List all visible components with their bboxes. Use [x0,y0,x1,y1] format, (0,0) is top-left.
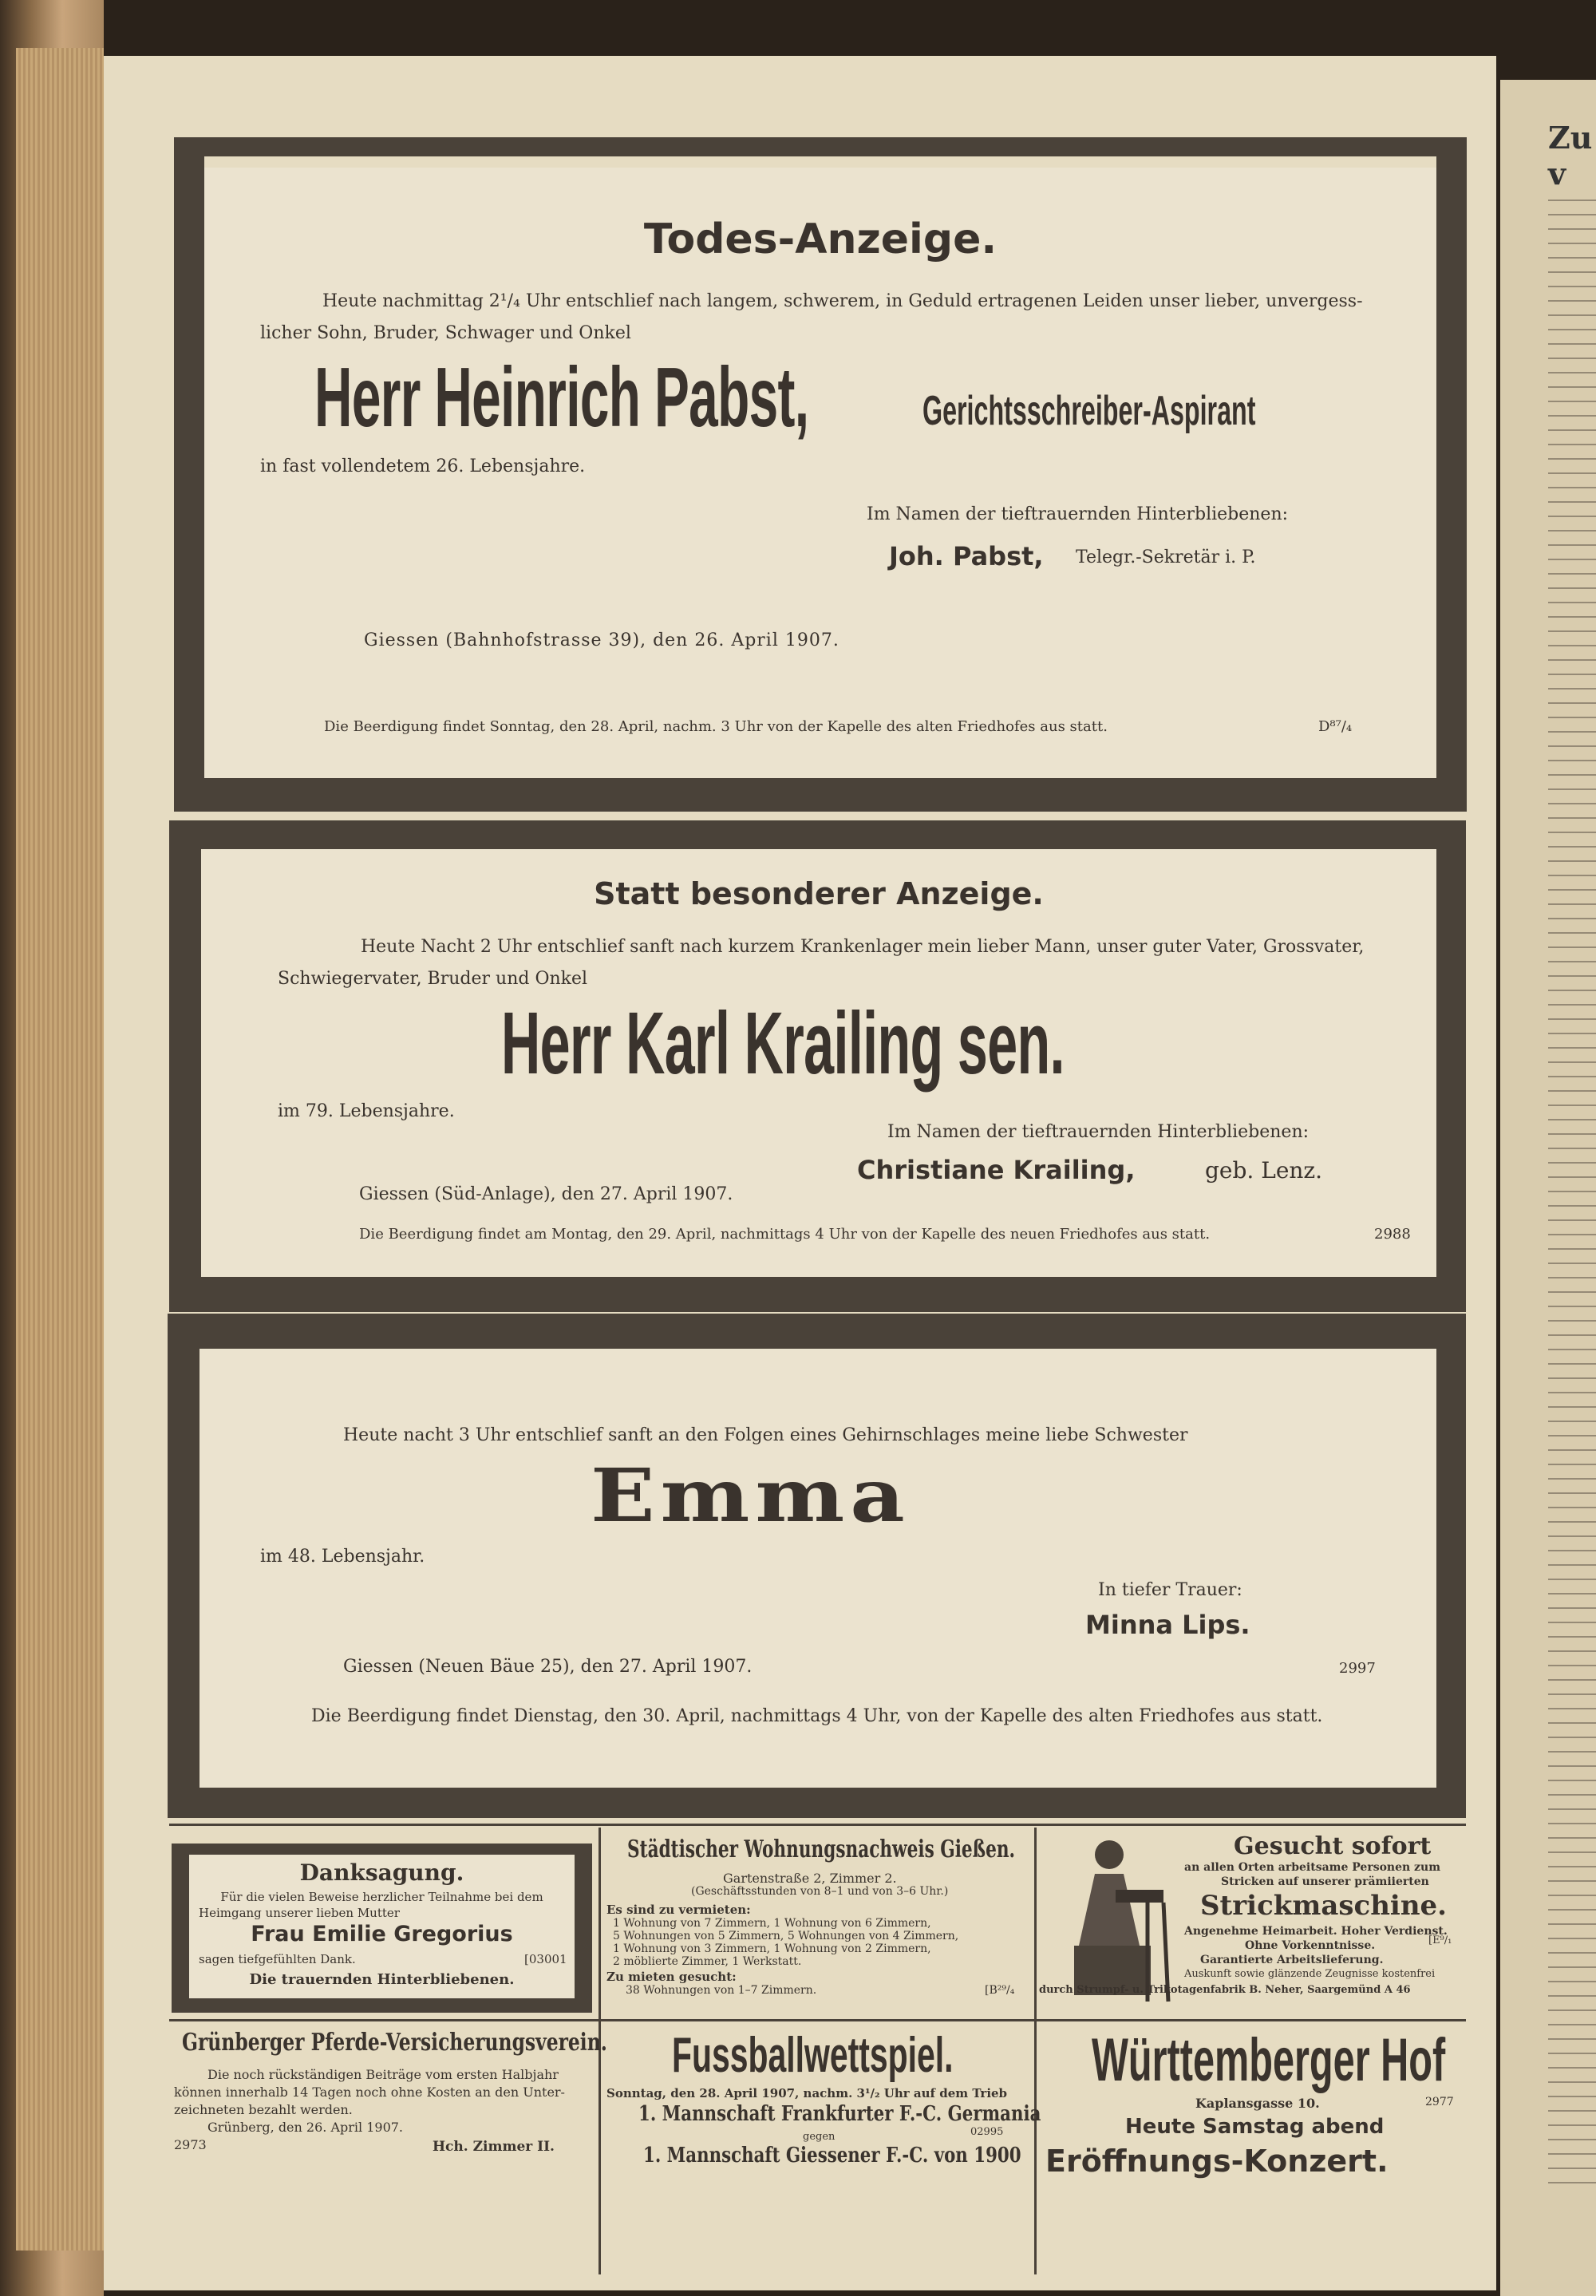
gruenberger-signer: Hch. Zimmer II. [433,2139,555,2155]
fussball-team1: 1. Mannschaft Frankfurter F.-C. Germania [638,2102,1041,2126]
notice1-funeral: Die Beerdigung findet Sonntag, den 28. April, nachm. 3 Uhr von der Kapelle des alten Friedhofes aus statt. [324,718,1108,735]
notice3-place-date: Giessen (Neuen Bäue 25), den 27. April 1907. [343,1657,753,1677]
hof-address: Kaplansgasse 10. [1195,2096,1320,2111]
notice1-name: Herr Heinrich Pabst, [314,350,809,445]
wohnung-heading: Es sind zu vermieten: [606,1903,751,1917]
notice3-funeral: Die Beerdigung findet Dienstag, den 30. April, nachmittags 4 Uhr, von der Kapelle des alten Friedhofes aus statt. [311,1706,1323,1726]
notice2-mourners-intro: Im Namen der tieftrauernden Hinterbliebenen: [887,1122,1310,1142]
wohnung-row: 5 Wohnungen von 5 Zimmern, 5 Wohnungen von 4 Zimmern, [613,1930,959,1942]
strick-line5: Garantierte Arbeitslieferung. [1200,1954,1384,1966]
wohnung-code: [B²⁹/₄ [985,1984,1015,1997]
notice1-border-top [174,137,1467,156]
notice2-border-bottom [169,1277,1466,1312]
notice2-title: Statt besonderer Anzeige. [594,876,1044,911]
ads-divider-2 [1034,1828,1037,2274]
facing-page-text [1548,200,1596,2195]
danksagung-line3: sagen tiefgefühlten Dank. [199,1952,356,1966]
strick-line7: durch Strumpf- u. Trikotagenfabrik B. Neher, Saargemünd A 46 [1039,1984,1411,1996]
wohnung-row: 2 möblierte Zimmer, 1 Werkstatt. [613,1955,802,1968]
fussball-versus: gegen [803,2131,836,2143]
strick-line3: Angenehme Heimarbeit. Hoher Verdienst. [1184,1925,1448,1938]
notice2-place-date: Giessen (Süd-Anlage), den 27. April 1907. [359,1184,733,1204]
facing-page [1500,80,1596,2296]
notice1-code: D⁸⁷/₄ [1318,718,1353,735]
wohnung-title: Städtischer Wohnungsnachweis Gießen. [627,1836,1016,1863]
wohnung-hours: (Geschäftsstunden von 8–1 und von 3–6 Uhr.) [691,1885,949,1898]
strick-line1: an allen Orten arbeitsame Personen zum [1184,1861,1441,1874]
notice3-border-bottom [168,1788,1466,1818]
notice2-funeral: Die Beerdigung findet am Montag, den 29. April, nachmittags 4 Uhr von der Kapelle des neuen Friedhofes aus statt. [359,1226,1211,1243]
strick-title: Gesucht sofort [1234,1832,1432,1860]
hof-line1: Heute Samstag abend [1125,2115,1385,2139]
fussball-when: Sonntag, den 28. April 1907, nachm. 3¹/₂ Uhr auf dem Trieb [606,2086,1008,2100]
notice2-text-line1: Heute Nacht 2 Uhr entschlief sanft nach kurzem Krankenlager mein lieber Mann, unser guter Vater, Grossvater, [361,937,1365,957]
gruenberger-line2: können innerhalb 14 Tagen noch ohne Kosten an den Unter- [174,2085,565,2100]
page-edges [16,48,104,2251]
ads-middle-rule [169,2019,1466,2021]
danksagung-ad [189,1855,575,1998]
notice1-text-line2: licher Sohn, Bruder, Schwager und Onkel [260,323,631,343]
hof-title: Württemberger Hof [1092,2026,1446,2094]
strick-line2: Stricken auf unserer prämiierten [1221,1875,1429,1888]
strick-line6: Auskunft sowie glänzende Zeugnisse kostenfrei [1184,1968,1436,1980]
wohnung-row: 1 Wohnung von 3 Zimmern, 1 Wohnung von 2 Zimmern, [613,1942,931,1955]
strick-machine: Strickmaschine. [1200,1890,1448,1922]
wohnung-row: 1 Wohnung von 7 Zimmern, 1 Wohnung von 6 Zimmern, [613,1917,931,1930]
gruenberger-place-date: Grünberg, den 26. April 1907. [207,2120,404,2135]
gruenberger-title: Grünberger Pferde-Versicherungsverein. [182,2029,607,2057]
notice3-code: 2997 [1339,1660,1376,1677]
notice1-mourners-intro: Im Namen der tieftrauernden Hinterbliebenen: [867,504,1289,524]
danksagung-code: [03001 [524,1952,567,1966]
danksagung-signer: Die trauernden Hinterbliebenen. [249,1971,515,1988]
notice3-border-right [1436,1314,1466,1802]
danksagung-title: Danksagung. [299,1859,464,1886]
danksagung-name: Frau Emilie Gregorius [251,1922,513,1946]
notice3 [200,1349,1436,1788]
notice2-border-top [169,820,1466,849]
fussball-team2: 1. Mannschaft Giessener F.-C. von 1900 [643,2144,1021,2168]
notice2-border-right [1436,820,1466,1283]
notice1-age: in fast vollendetem 26. Lebensjahre. [260,456,586,476]
notice3-age: im 48. Lebensjahr. [260,1547,425,1567]
notice1-title: Todes-Anzeige. [643,215,998,263]
facing-page-title: Zu v [1548,120,1593,192]
danksagung-line2: Heimgang unserer lieben Mutter [199,1906,400,1920]
notice2-name: Herr Karl Krailing sen. [501,994,1065,1093]
notice1-profession: Gerichtsschreiber-Aspirant [922,388,1256,434]
notice2-border-left [169,820,201,1283]
notice3-signer: Minna Lips. [1085,1610,1250,1640]
notice3-name: Emma [591,1452,911,1539]
fussball-title: Fussballwettspiel. [672,2028,954,2083]
notice1-border-bottom [174,778,1467,812]
wohnung-wanted-heading: Zu mieten gesucht: [606,1970,737,1984]
strick-line4: Ohne Vorkenntnisse. [1245,1939,1376,1952]
notice3-border-top [168,1314,1466,1349]
hof-event: Eröffnungs-Konzert. [1045,2144,1389,2179]
gruenberger-code: 2973 [174,2137,207,2152]
notice2-age: im 79. Lebensjahre. [278,1101,455,1121]
gruenberger-line1: Die noch rückständigen Beiträge vom ersten Halbjahr [207,2067,559,2082]
notice1 [204,168,1436,778]
notice2-code: 2988 [1374,1226,1411,1243]
notice2-text-line2: Schwiegervater, Bruder und Onkel [278,969,588,989]
wohnung-address: Gartenstraße 2, Zimmer 2. [723,1871,897,1886]
fussball-code: 02995 [970,2126,1004,2138]
danksagung-line1: Für die vielen Beweise herzlicher Teilnahme bei dem [220,1890,543,1904]
notice2-signer-suffix: geb. Lenz. [1205,1157,1323,1184]
notice1-border-right [1436,137,1467,782]
notice1-text-line1: Heute nachmittag 2¹/₄ Uhr entschlief nach langem, schwerem, in Geduld ertragenen Leiden unser lieber, unvergess- [322,291,1363,311]
notice2-signer: Christiane Krailing, [857,1155,1136,1185]
notice2 [201,849,1436,1277]
notice3-text-line1: Heute nacht 3 Uhr entschlief sanft an den Folgen eines Gehirnschlages meine liebe Schwester [343,1425,1188,1445]
ads-top-rule [169,1824,1466,1826]
notice1-signer: Joh. Pabst, [889,541,1044,571]
strick-code: [E⁹/₁ [1428,1934,1452,1946]
hof-code: 2977 [1425,2096,1454,2108]
notice1-border-left [174,137,204,782]
notice3-border-left [168,1314,200,1802]
gruenberger-line3: zeichneten bezahlt werden. [174,2102,353,2117]
notice1-signer-title: Telegr.-Sekretär i. P. [1076,547,1256,567]
notice3-mourners-intro: In tiefer Trauer: [1098,1580,1242,1600]
wohnung-wanted: 38 Wohnungen von 1–7 Zimmern. [626,1984,817,1997]
notice1-place-date: Giessen (Bahnhofstrasse 39), den 26. April 1907. [364,630,839,650]
